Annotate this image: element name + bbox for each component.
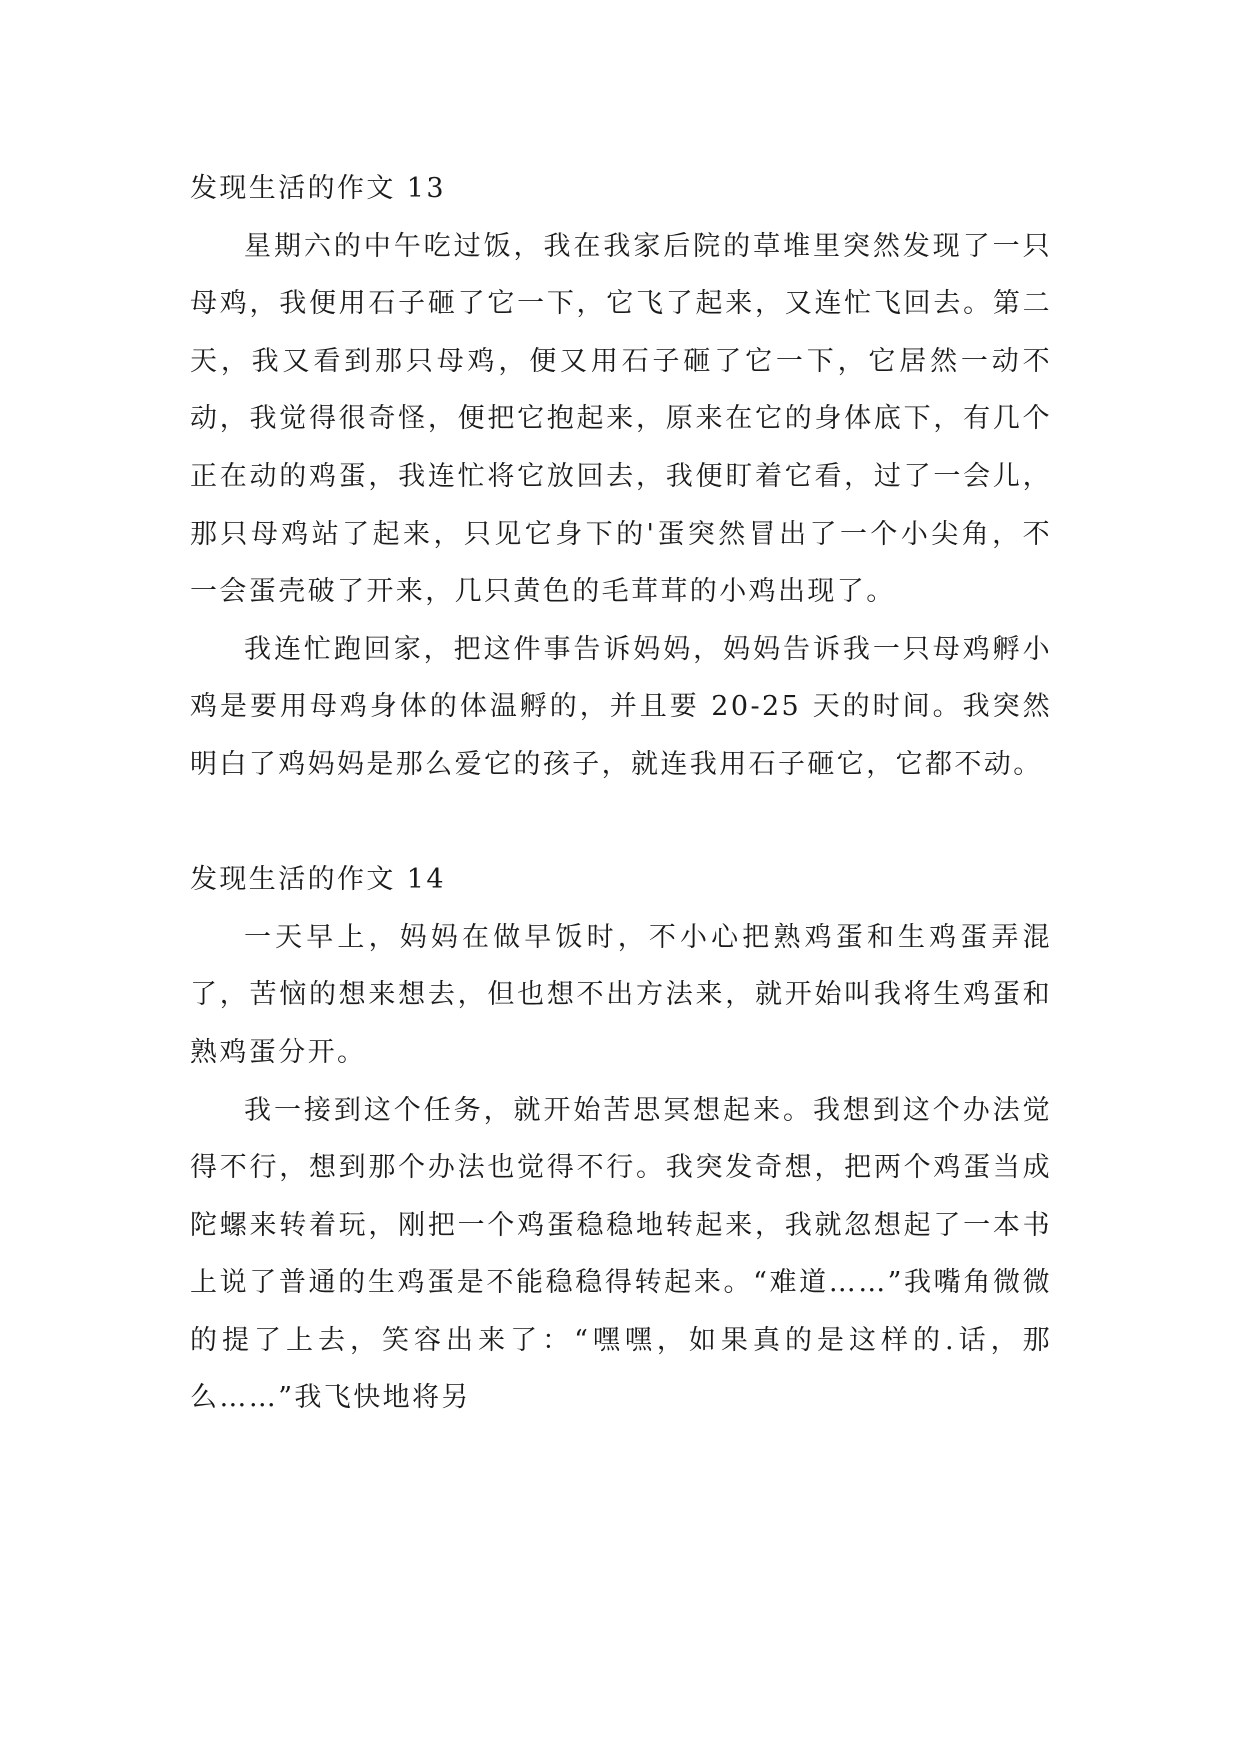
paragraph: 我连忙跑回家，把这件事告诉妈妈，妈妈告诉我一只母鸡孵小鸡是要用母鸡身体的体温孵的，并且要 20-25 天的时间。我突然明白了鸡妈妈是那么爱它的孩子，就连我用石子砸它，它都不动。 [190,633,1052,780]
essay-section-13 [190,160,1052,794]
section-heading: 发现生活的作文 14 [190,864,446,896]
document-body [190,160,1052,1427]
essay-section-14 [190,851,1052,1427]
paragraph: 星期六的中午吃过饭，我在我家后院的草堆里突然发现了一只母鸡，我便用石子砸了它一下，它飞了起来，又连忙飞回去。第二天，我又看到那只母鸡，便又用石子砸了它一下，它居然一动不动，我觉得很奇怪，便把它抱起来，原来在它的身体底下，有几个正在动的鸡蛋，我连忙将它放回去，我便盯着它看，过了一会儿，那只母鸡站了起来，只见它身下的'蛋突然冒出了一个小尖角，不一会蛋壳破了开来，几只黄色的毛茸茸的小鸡出现了。 [190,230,1052,608]
paragraph: 一天早上，妈妈在做早饭时，不小心把熟鸡蛋和生鸡蛋弄混了，苦恼的想来想去，但也想不出方法来，就开始叫我将生鸡蛋和熟鸡蛋分开。 [190,921,1052,1068]
section-heading: 发现生活的作文 13 [190,173,446,204]
paragraph: 我一接到这个任务，就开始苦思冥想起来。我想到这个办法觉得不行，想到那个办法也觉得不行。我突发奇想，把两个鸡蛋当成陀螺来转着玩，刚把一个鸡蛋稳稳地转起来，我就忽想起了一本书上说了普通的生鸡蛋是不能稳稳得转起来。“难道……”我嘴角微微的提了上去，笑容出来了：“嘿嘿，如果真的是这样的.话，那么……”我飞快地将另 [190,1094,1052,1414]
